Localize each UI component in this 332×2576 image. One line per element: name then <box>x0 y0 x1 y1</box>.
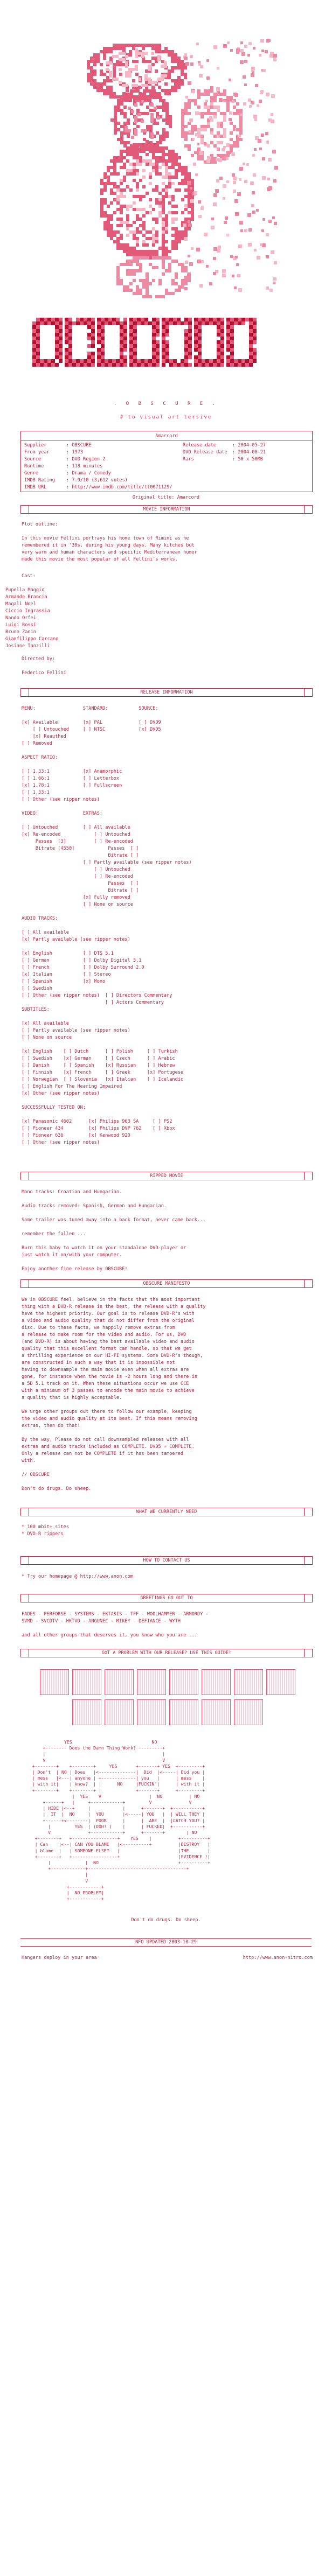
flow-line: V +------------+ +-------+ | NO <box>22 1830 197 1836</box>
release-line: ASPECT RATIO: <box>22 755 58 760</box>
release-line: [ ] Untouched <box>22 867 130 872</box>
cast-member: Nando Orfei <box>5 615 36 621</box>
flow-line: V V <box>22 1757 165 1763</box>
movie-title: Amarcord <box>155 433 178 439</box>
plot-line: In this movie Fellini portrays his home town of Rimini as he <box>22 536 189 541</box>
release-line: [ ] Other (see ripper notes) <box>22 797 100 802</box>
need-item: * DVD-R rippers <box>22 1531 64 1537</box>
release-line: [x] Other (see ripper notes) <box>22 1091 100 1096</box>
flow-line: +--------+ +--------+ | +-------+ +---------+ <box>22 1787 205 1793</box>
release-line: SUBTITLES: <box>22 1007 50 1012</box>
note-line: remember the fallen ... <box>22 1231 86 1237</box>
manifesto-line: extras and audio tracks included as COMPLETE. DVD5 = COMPLETE. <box>22 1444 195 1450</box>
release-line <box>22 1013 313 1020</box>
section-header-ripped-movie: RIPPED MOVIE <box>20 1172 313 1180</box>
manifesto-line: gone, for instance when the movie is ~2 hours long and there is <box>22 1374 197 1380</box>
release-line: [ ] Partly available (see ripper notes) <box>22 1028 130 1033</box>
release-line <box>22 712 313 719</box>
meta-left-column <box>24 442 170 491</box>
manifesto-line: // OBSCURE <box>22 1472 50 1478</box>
flow-line: +--------+ +-----------------+ |EVIDENCE !| <box>22 1853 210 1859</box>
release-line: [ ] Other (see ripper notes) [ ] Directors Commentary <box>22 993 172 998</box>
release-line <box>22 1041 313 1048</box>
manifesto-line: disc. Due to these facts, we happily remove extras from <box>22 1325 175 1331</box>
release-meta-box <box>20 431 313 492</box>
manifesto-line: with a minimum of 3 passes to encode the main movie to achieve <box>22 1388 195 1394</box>
manifesto-line <box>22 1430 313 1437</box>
manifesto-line: By the way, Please do not call downsampled releases with all <box>22 1437 189 1443</box>
section-header-problem: GOT A PROBLEM WITH OUR RELEASE? USE THIS GUIDE! <box>20 1649 313 1657</box>
release-line: Bitrate [4550] Passes [ ] <box>22 846 139 851</box>
flow-line: | Don't | NO | Does |<--------------| Did |<-----| Did you | <box>22 1769 205 1775</box>
meta-value: : http://www.imdb.com/title/tt0071129/ <box>66 485 172 490</box>
flow-line: | <box>22 1872 88 1878</box>
meta-value: : 118 minutes <box>66 464 103 469</box>
flow-line: | HIDE |<--+ | | +-------+ +-----------+ <box>22 1805 205 1811</box>
plot-line: made this movie the most popular of all Fellini's works. <box>22 557 178 562</box>
manifesto-line <box>22 1479 313 1486</box>
release-line: [ ] None on source <box>22 1035 72 1040</box>
note-line: Same trailer was tuned away into a back format, never came back... <box>22 1217 206 1223</box>
meta-right-column <box>183 442 309 463</box>
meta-row <box>24 442 170 449</box>
note-line <box>22 1238 313 1245</box>
flow-line: +-------------+-------------------------------------+ <box>22 1866 189 1872</box>
manifesto-line: We urge other groups out there to follow our example, keeping <box>22 1409 192 1415</box>
release-line: [ ] German [ ] Dolby Digital 5.1 <box>22 958 142 963</box>
note-line: just watch it on/with your computer. <box>22 1252 122 1258</box>
problem-flowchart <box>22 1739 313 1902</box>
flow-line: | | <box>22 1751 165 1757</box>
meta-row <box>24 449 170 456</box>
note-line <box>22 1224 313 1231</box>
flow-line: +------+ | +------------+ V V <box>22 1800 192 1805</box>
ansi-art-figure <box>49 27 280 393</box>
flow-line: +-------- Does the Damn Thing Work? ---------+ <box>22 1745 165 1751</box>
release-line: [x] Fully removed <box>22 895 130 900</box>
release-line: [x] Partly available (see ripper notes) <box>22 937 130 942</box>
manifesto-line: a release to make room for the video and audio. For us, DVD <box>22 1332 186 1338</box>
cast-member: Magali Noel <box>5 601 36 607</box>
release-line: AUDIO TRACKS: <box>22 916 58 921</box>
banner-letter-block <box>234 1699 263 1725</box>
manifesto-line: a quality that is highly acceptable. <box>22 1395 122 1401</box>
flow-line: | Can |<--| CAN YOU BLAME |<----------+ |DESTROY | <box>22 1842 210 1847</box>
flow-line: | mess |<---| anyone | +-------------| you | | mess | <box>22 1775 205 1781</box>
release-line: [x] Re-encoded [ ] Untouched <box>22 832 130 837</box>
release-line: [ ] Spanish [x] Mono <box>22 979 106 984</box>
manifesto-line: Don't do drugs. Do sheep. <box>22 1486 92 1492</box>
release-line: [x] English [ ] Dutch [ ] Polish [ ] Turkish <box>22 1049 178 1054</box>
meta-key: Genre <box>24 471 38 476</box>
release-line: [x] All available <box>22 1021 69 1026</box>
meta-key: Supplier <box>24 443 47 448</box>
section-header-movie-info: MOVIE INFORMATION <box>20 505 313 514</box>
banner-letter-block <box>137 1669 166 1695</box>
greeting-line: SVMD - SVCDTV - HKTVD - ANGUNEC - MIKEY - DEFIANCE - WYTH <box>22 1619 181 1624</box>
meta-row <box>24 477 170 484</box>
group-subline: # to visual art tersive <box>120 415 212 420</box>
release-line: [ ] Pioneer 636 [x] Kenwood 920 <box>22 1133 130 1138</box>
release-line: [ ] Re-encoded <box>22 874 133 879</box>
greeting-line: FADES - PERFORSE - SYSTEMS - EKTASIS - TFF - WOOLHAMMER - ARMORDY - <box>22 1612 209 1617</box>
manifesto-line: extras, then do that! <box>22 1423 80 1429</box>
release-line: [x] 1.78:1 [ ] Fullscreen <box>22 783 122 788</box>
meta-row <box>24 484 170 491</box>
release-line: Passes [ ] <box>22 881 139 886</box>
meta-row <box>183 449 309 456</box>
flow-line: +------------+ <box>22 1884 104 1889</box>
meta-value: : DVD Region 2 <box>66 457 106 462</box>
original-title: Original title: Amarcord <box>132 495 200 500</box>
manifesto-line: We in OBSCURE feel, believe in the facts that the most important <box>22 1297 200 1303</box>
release-line <box>22 943 313 950</box>
meta-value: : 1973 <box>66 450 84 455</box>
section-header-greetings: GREETINGS GO OUT TO <box>20 1594 313 1602</box>
banner-letter-block <box>202 1669 231 1695</box>
footer-link[interactable]: http://www.anon-nitro.com <box>243 1955 313 1961</box>
release-line: [ ] None on source <box>22 902 133 907</box>
group-tagline: . O B S C U R E . <box>113 401 219 407</box>
plot-block <box>22 521 313 563</box>
release-line: [x] Panasonic 4602 [x] Philips 963 SA [ ] PS2 <box>22 1119 172 1124</box>
banner-letter-block <box>72 1669 101 1695</box>
manifesto-line: thing with a DVD-R release is the best, the release with a quality <box>22 1304 206 1310</box>
note-line <box>22 1210 313 1217</box>
release-line: [ ] English For The Hearing Impaired <box>22 1084 122 1089</box>
meta-key: Release date <box>183 443 217 448</box>
release-line <box>22 803 313 810</box>
release-line: SUCCESSFULLY TESTED ON: <box>22 1105 86 1110</box>
release-line: [ ] Partly available (see ripper notes) <box>22 860 192 865</box>
release-line: Bitrate [ ] <box>22 888 139 893</box>
release-line: [ ] Other (see ripper notes) <box>22 1140 100 1145</box>
manifesto-line: a video and audio quality that do not differ from the original <box>22 1318 195 1324</box>
flow-line: | IT | NO | YOU |<-----| YOU | | WILL THEY | <box>22 1811 205 1817</box>
need-item: * 100 mbit+ sites <box>22 1524 69 1530</box>
meta-value: : 7.9/10 (3,612 votes) <box>66 478 128 483</box>
meta-key: Runtime <box>24 464 44 469</box>
manifesto-line: with. <box>22 1458 36 1464</box>
plot-line: remembered it in '30s, during his young days. Many kitches but <box>22 543 195 548</box>
release-line: MENU: STANDARD: SOURCE: <box>22 706 158 711</box>
meta-value: : 2004-05-27 <box>232 443 266 448</box>
meta-row <box>183 456 309 463</box>
release-line: [ ] Untouched [ ] All available <box>22 825 130 830</box>
cast-member: Ciccio Ingrassia <box>5 608 50 614</box>
manifesto-line <box>22 1402 313 1409</box>
banner-letter-block <box>40 1669 69 1695</box>
release-line: [ ] Finnish [x] French [ ] Greek [x] Portugese <box>22 1070 184 1075</box>
release-line: VIDEO: EXTRAS: <box>22 811 103 816</box>
release-line: [x] English [ ] DTS 5.1 <box>22 951 114 956</box>
flow-line: +------------+ <box>22 1896 104 1902</box>
cast-member: Armando Brancia <box>5 594 47 600</box>
cast-member: Josiane Tanzilli <box>5 643 50 649</box>
release-line: [ ] Norwegian [ ] Slovenia [x] Italian [ ] Icelandic <box>22 1077 184 1082</box>
release-line <box>22 922 313 929</box>
meta-row <box>183 442 309 449</box>
release-line: Bitrate [ ] <box>22 853 139 858</box>
release-line <box>22 747 313 754</box>
release-line: [ ] 1.66:1 [ ] Letterbox <box>22 776 120 781</box>
release-line: [ ] Removed <box>22 741 52 746</box>
banner-letter-block <box>169 1699 198 1725</box>
flow-line: | with it| | know? | | NO |FUCKIN'| | with it | <box>22 1781 205 1787</box>
release-line: [ ] Untouched [ ] NTSC [x] DVD5 <box>22 727 161 732</box>
banner-letter-block <box>234 1669 263 1695</box>
needs-list <box>22 1524 313 1538</box>
release-line <box>22 1111 313 1118</box>
footer-left: Hangers deploy in your area <box>22 1955 97 1961</box>
greeting-line: and all other groups that deserves it, you know who you are ... <box>22 1633 197 1638</box>
flow-line: | YES V | NO | NO <box>22 1793 200 1799</box>
note-line: Audio tracks removed: Spanish, German and Hungarian. <box>22 1203 167 1209</box>
note-line: Enjoy another fine release by OBSCURE! <box>22 1266 128 1272</box>
release-line: [ ] 1.33:1 <box>22 790 50 795</box>
flow-line: +--------+ +--------+ YES +-------+ YES +---------+ <box>22 1763 205 1769</box>
manifesto-line: the video and audio quality at its best. If this means removing <box>22 1416 197 1422</box>
note-line <box>22 1259 313 1266</box>
release-line <box>22 908 313 915</box>
flow-line: YES NO <box>22 1739 157 1745</box>
manifesto-line: have the highest priority. Our goal is to release DVD-R's with <box>22 1311 195 1317</box>
meta-key: Rars <box>183 457 194 462</box>
plot-line: Plot outline: <box>22 522 58 527</box>
release-line <box>22 761 313 768</box>
banner-letter-block <box>105 1699 134 1725</box>
manifesto-line: a thrilling experience on our HI-FI systems. Some DVD-R's though, <box>22 1353 203 1359</box>
cast-list <box>5 587 296 650</box>
release-line: [ ] Pioneer 434 [x] Philips DVP 762 [ ] Xbox <box>22 1126 175 1131</box>
cast-member: Luigi Rossi <box>5 622 36 628</box>
meta-value: : 50 x 50MB <box>232 457 263 462</box>
manifesto-line <box>22 1465 313 1472</box>
meta-key: IMDB URL <box>24 485 47 490</box>
release-line <box>22 1097 313 1104</box>
section-header-needs: WHAT WE CURRENTLY NEED <box>20 1508 313 1516</box>
note-line <box>22 1196 313 1203</box>
release-line: [ ] Actors Commentary <box>22 1000 164 1005</box>
flow-line: +------+<--------| POOR | | ARE | |CATCH YOU? | <box>22 1817 205 1823</box>
greeting-line <box>22 1625 313 1632</box>
manifesto-text <box>22 1297 313 1493</box>
problem-guide-banner <box>32 1669 302 1728</box>
flow-line: | | NO +----------+ <box>22 1860 210 1866</box>
manifesto-line: are constructed in such a way that it is impossible not <box>22 1360 175 1366</box>
banner-letter-block <box>169 1669 198 1695</box>
release-line: [ ] Danish [ ] Spanish [x] Russian [ ] Hebrew <box>22 1063 175 1068</box>
plot-line: very warm and human characters and specific Mediterranean humor <box>22 550 197 555</box>
release-line: Passes [3] [ ] Re-encoded <box>22 839 133 844</box>
meta-key: IMDB Rating <box>24 478 55 483</box>
note-line: Burn this baby to watch it on your standalone DVD-player or <box>22 1245 186 1251</box>
flow-line: | NO PROBLEM| <box>22 1890 104 1896</box>
release-line: [ ] French [ ] Dolby Surround 2.0 <box>22 965 144 970</box>
plot-line <box>22 528 313 535</box>
manifesto-line: Only a release can not be COMPLETE if it has been tampered <box>22 1451 184 1457</box>
cast-member: Gianfilippo Carcano <box>5 636 59 642</box>
flow-line: | YES | (DOH! ) | | FUCKED| +-----------+ <box>22 1823 205 1829</box>
release-line: [ ] Swedish [x] German [ ] Czech [ ] Arabic <box>22 1056 175 1061</box>
flow-line: +--------+ +-----------------+ YES | +----------+ <box>22 1836 210 1842</box>
flow-line: | blame | | SOMEONE ELSE? | |THE | <box>22 1847 210 1853</box>
section-header-release-info: RELEASE INFORMATION <box>20 688 313 697</box>
manifesto-line: a 5D 5.1 track on it. When these situations occur we use CCE <box>22 1381 189 1387</box>
cast-member: Pupella Maggio <box>5 587 45 593</box>
section-header-contact: HOW TO CONTACT US <box>20 1556 313 1565</box>
banner-letter-block <box>266 1669 295 1695</box>
meta-value: : Drama / Comedy <box>66 471 111 476</box>
manifesto-line: quality that this excellent format can handle, so that we get <box>22 1346 192 1352</box>
meta-row <box>24 456 170 463</box>
manifesto-line: having to downsample the main movie even when all extras are <box>22 1367 189 1373</box>
manifesto-line: (and DVD-R) is about having the best available video and audio <box>22 1339 195 1345</box>
release-details <box>22 705 313 1146</box>
banner-letter-block <box>105 1669 134 1695</box>
contact-link[interactable]: * Try our homepage @ http://www.anon.com <box>22 1574 133 1579</box>
release-line: [x] Italian [ ] Stereo <box>22 972 111 977</box>
meta-key: From year <box>24 450 50 455</box>
meta-row <box>24 463 170 470</box>
meta-value: : OBSCURE <box>66 443 92 448</box>
release-line: [x] Reauthed <box>22 734 66 739</box>
directed-label: Directed by: <box>22 656 56 662</box>
note-line: Mono tracks: Croatian and Hungarian. <box>22 1189 122 1195</box>
meta-value: : 2004-08-21 <box>232 450 266 455</box>
ripper-notes <box>22 1189 313 1273</box>
meta-key: DVD Release date <box>183 450 227 455</box>
meta-key: Source <box>24 457 42 462</box>
nfo-updated: NFO UPDATED 2003-10-29 <box>20 1938 312 1947</box>
banner-letter-block <box>72 1699 101 1725</box>
flow-line: V <box>22 1878 88 1884</box>
cast-label: Cast: <box>22 573 36 579</box>
director-name: Federico Fellini <box>22 670 66 676</box>
release-line <box>22 817 313 824</box>
release-line: [ ] 1.33:1 [x] Anamorphic <box>22 769 122 774</box>
cast-member: Bruno Zanin <box>5 629 36 635</box>
greetings-text <box>22 1611 313 1639</box>
banner-letter-block <box>137 1699 166 1725</box>
banner-letter-block <box>202 1699 231 1725</box>
footer-drugs: Don't do drugs. Do sheep. <box>131 1917 201 1923</box>
release-line: [ ] All available <box>22 930 69 935</box>
release-line: [x] Available [x] PAL [ ] DVD9 <box>22 720 161 725</box>
release-line: [ ] Swedish <box>22 986 52 991</box>
section-header-manifesto: OBSCURE MANIFESTO <box>20 1279 313 1288</box>
meta-row <box>24 470 170 477</box>
